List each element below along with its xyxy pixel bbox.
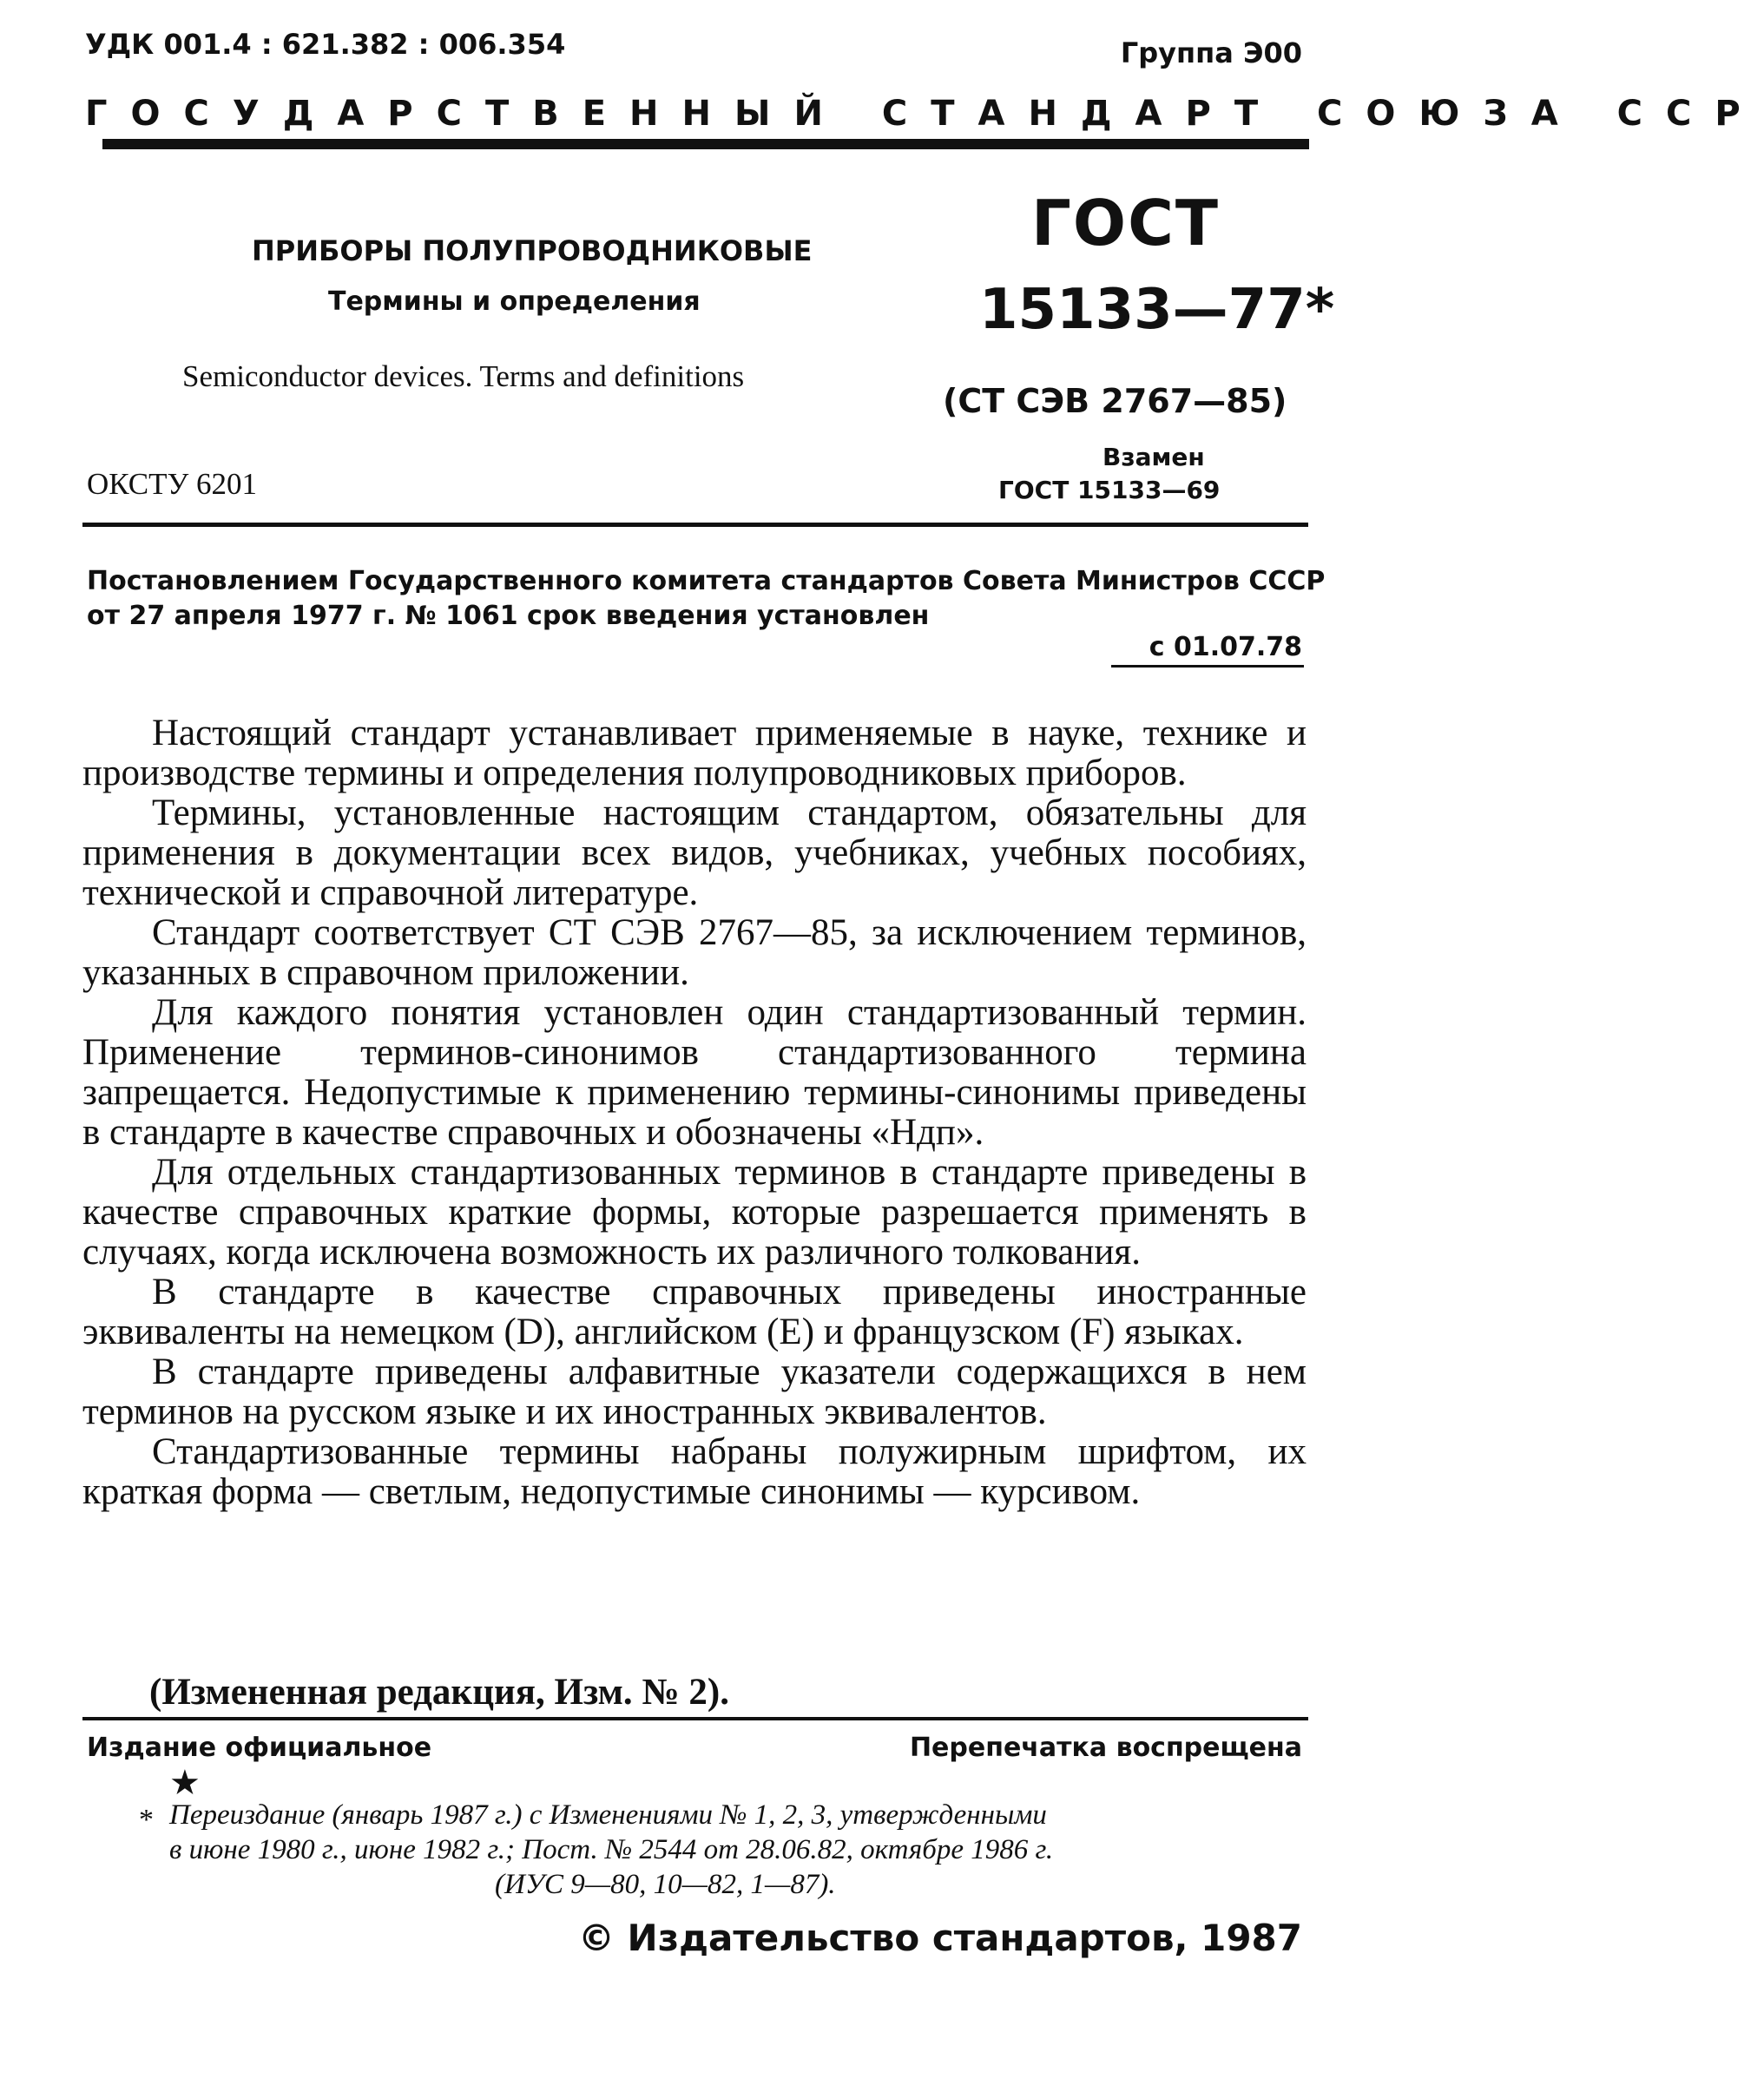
body-text [82,714,1307,1512]
document-subtitle: Термины и определения [328,286,701,317]
paragraph-4: Для каждого понятия установлен один стандартизованный термин. Применение терминов-синонимов стандартизованного термина запрещается. Недопустимые к применению термины-синонимы приведены в стандарте в качестве справочных и обозначены «Ндп». [82,992,1307,1153]
paragraph-8: Стандартизованные термины набраны полужирным шрифтом, их краткая форма — светлым, недопустимые синонимы — курсивом. [82,1431,1307,1512]
footnote-line-3: (ИУС 9—80, 10—82, 1—87). [495,1869,836,1900]
resolution-line-2: от 27 апреля 1977 г. № 1061 срок введения установлен [87,601,930,631]
star-icon: ★ [169,1763,201,1802]
paragraph-5: Для отдельных стандартизованных терминов в стандарте приведены в качестве справочных краткие формы, которые разрешается применять в случаях, когда исключена возможность их различного толкования. [82,1152,1307,1273]
footnote-line-2: в июне 1980 г., июне 1982 г.; Пост. № 2544 от 28.06.82, октябре 1986 г. [169,1834,1054,1865]
gost-number: 15133—77* [979,278,1335,342]
title-block-rule [82,523,1308,527]
paragraph-7: В стандарте приведены алфавитные указатели содержащихся в нем терминов на русском языке и их иностранных эквивалентов. [82,1352,1307,1432]
paragraph-1: Настоящий стандарт устанавливает применяемые в науке, технике и производстве термины и определения полупроводниковых приборов. [82,713,1307,793]
effective-date: с 01.07.78 [1149,632,1302,662]
replaces-label: Взамен [1102,443,1205,471]
effective-date-underline [1111,665,1304,668]
okstu-code: ОКСТУ 6201 [87,467,258,501]
copyright-notice: © Издательство стандартов, 1987 [577,1917,1302,1959]
paragraph-2: Термины, установленные настоящим стандартом, обязательны для применения в документации всех видов, учебниках, учебных пособиях, технической и справочной литературе. [82,793,1307,913]
footnote-line-1: Переиздание (январь 1987 г.) с Изменениями № 1, 2, 3, утвержденными [169,1799,1047,1831]
st-sev-reference: (СТ СЭВ 2767—85) [943,382,1287,420]
amendment-note: (Измененная редакция, Изм. № 2). [149,1672,729,1713]
paragraph-6: В стандарте в качестве справочных приведены иностранные эквиваленты на немецком (D), английском (E) и французском (F) языках. [82,1272,1307,1352]
english-title: Semiconductor devices. Terms and definitions [182,359,745,393]
udk-code: УДК 001.4 : 621.382 : 006.354 [85,28,566,61]
footnote-marker: * [139,1804,154,1836]
replaces-value: ГОСТ 15133—69 [998,476,1221,504]
header-rule [102,139,1309,149]
footer-rule [82,1717,1308,1720]
reprint-prohibited: Перепечатка воспрещена [909,1733,1302,1763]
resolution-line-1: Постановлением Государственного комитета стандартов Совета Министров СССР [87,566,1326,596]
gost-label: ГОСТ [1031,187,1221,260]
group-code: Группа Э00 [1120,36,1302,69]
state-standard-banner: ГОСУДАРСТВЕННЫЙ СТАНДАРТ СОЮЗА ССР [85,94,1764,134]
official-edition: Издание официальное [87,1733,432,1763]
paragraph-3: Стандарт соответствует СТ СЭВ 2767—85, за исключением терминов, указанных в справочном приложении. [82,912,1307,993]
document-title: ПРИБОРЫ ПОЛУПРОВОДНИКОВЫЕ [252,234,813,267]
